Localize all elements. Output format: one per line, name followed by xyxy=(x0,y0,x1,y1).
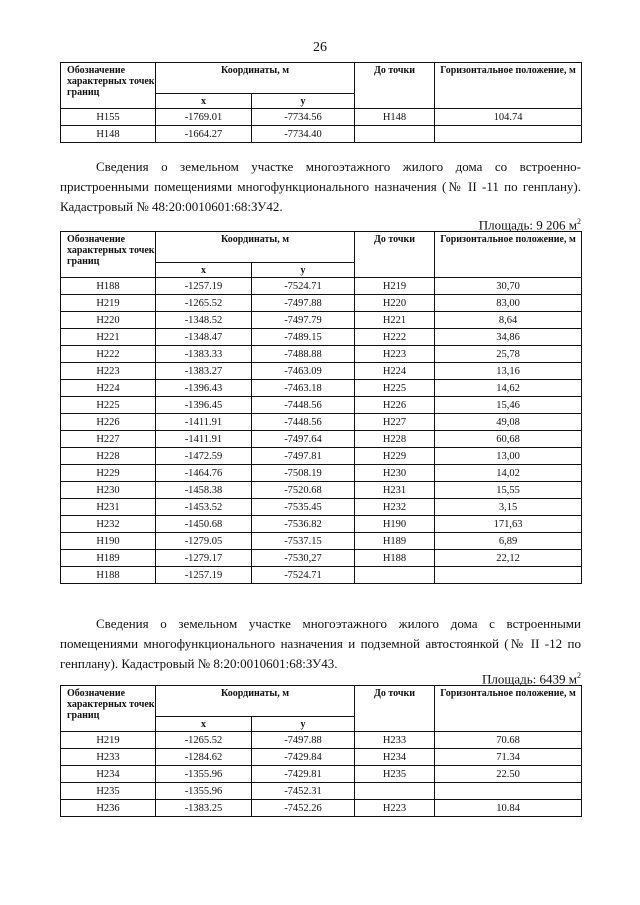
section-3-area-unit-exponent: 2 xyxy=(577,671,581,680)
header-designation: Обозначение характерных точек границ xyxy=(61,686,156,732)
section-2-description: Сведения о земельном участке многоэтажного жилого дома со встроенно-пристроенными помещениями многофункционального назначения (№ II -11 по генплану). Кадастровый № 48:20:0010601:68:ЗУ42. xyxy=(60,159,581,214)
table-row xyxy=(61,533,582,550)
y-cell: -7488.88 xyxy=(252,346,355,363)
point-cell: Н226 xyxy=(61,414,156,431)
x-cell: -1279.17 xyxy=(156,550,252,567)
header-to-point: До точки xyxy=(355,686,435,732)
to-point-cell: Н148 xyxy=(355,109,435,126)
table-row xyxy=(61,800,582,817)
point-cell: Н235 xyxy=(61,783,156,800)
point-cell: Н219 xyxy=(61,295,156,312)
distance-cell: 71.34 xyxy=(435,749,582,766)
x-cell: -1458.38 xyxy=(156,482,252,499)
to-point-cell: Н235 xyxy=(355,766,435,783)
x-cell: -1355.96 xyxy=(156,766,252,783)
y-cell: -7448.56 xyxy=(252,414,355,431)
to-point-cell: Н227 xyxy=(355,414,435,431)
distance-cell: 13,16 xyxy=(435,363,582,380)
to-point-cell: Н189 xyxy=(355,533,435,550)
distance-cell: 13,00 xyxy=(435,448,582,465)
point-cell: Н188 xyxy=(61,278,156,295)
y-cell: -7497.88 xyxy=(252,732,355,749)
distance-cell xyxy=(435,126,582,143)
distance-cell: 10.84 xyxy=(435,800,582,817)
distance-cell: 22.50 xyxy=(435,766,582,783)
x-cell: -1348.52 xyxy=(156,312,252,329)
point-cell: Н188 xyxy=(61,567,156,584)
x-cell: -1284.62 xyxy=(156,749,252,766)
x-cell: -1450.68 xyxy=(156,516,252,533)
x-cell: -1453.52 xyxy=(156,499,252,516)
point-cell: Н230 xyxy=(61,482,156,499)
section-2-area-unit-exponent: 2 xyxy=(577,217,581,226)
y-cell: -7497.88 xyxy=(252,295,355,312)
x-cell: -1472.59 xyxy=(156,448,252,465)
table-row xyxy=(61,414,582,431)
y-cell: -7497.81 xyxy=(252,448,355,465)
y-cell: -7524.71 xyxy=(252,567,355,584)
to-point-cell xyxy=(355,567,435,584)
to-point-cell: Н228 xyxy=(355,431,435,448)
x-cell: -1769.01 xyxy=(156,109,252,126)
table-row xyxy=(61,109,582,126)
distance-cell: 104.74 xyxy=(435,109,582,126)
y-cell: -7536.82 xyxy=(252,516,355,533)
header-horizontal: Горизонтальное положение, м xyxy=(435,686,582,732)
table-row xyxy=(61,482,582,499)
point-cell: Н155 xyxy=(61,109,156,126)
y-cell: -7734.56 xyxy=(252,109,355,126)
y-cell: -7497.79 xyxy=(252,312,355,329)
distance-cell xyxy=(435,783,582,800)
header-to-point: До точки xyxy=(355,63,435,109)
to-point-cell: Н230 xyxy=(355,465,435,482)
header-coordinates: Координаты, м xyxy=(156,63,355,94)
x-cell: -1355.96 xyxy=(156,783,252,800)
table-row xyxy=(61,397,582,414)
table-row xyxy=(61,516,582,533)
to-point-cell: Н221 xyxy=(355,312,435,329)
x-cell: -1411.91 xyxy=(156,414,252,431)
table-row xyxy=(61,380,582,397)
distance-cell: 83,00 xyxy=(435,295,582,312)
point-cell: Н220 xyxy=(61,312,156,329)
point-cell: Н236 xyxy=(61,800,156,817)
y-cell: -7734.40 xyxy=(252,126,355,143)
x-cell: -1396.43 xyxy=(156,380,252,397)
to-point-cell: Н219 xyxy=(355,278,435,295)
y-cell: -7524.71 xyxy=(252,278,355,295)
table-row xyxy=(61,465,582,482)
x-cell: -1348.47 xyxy=(156,329,252,346)
distance-cell: 30,70 xyxy=(435,278,582,295)
x-cell: -1265.52 xyxy=(156,295,252,312)
x-cell: -1383.33 xyxy=(156,346,252,363)
header-designation: Обозначение характерных точек границ xyxy=(61,232,156,278)
point-cell: Н148 xyxy=(61,126,156,143)
x-cell: -1265.52 xyxy=(156,732,252,749)
to-point-cell: Н226 xyxy=(355,397,435,414)
header-horizontal: Горизонтальное положение, м xyxy=(435,63,582,109)
table-row xyxy=(61,346,582,363)
point-cell: Н229 xyxy=(61,465,156,482)
x-cell: -1383.25 xyxy=(156,800,252,817)
point-cell: Н190 xyxy=(61,533,156,550)
header-coordinates: Координаты, м xyxy=(156,232,355,263)
table-row xyxy=(61,431,582,448)
header-x: х xyxy=(156,263,252,278)
x-cell: -1279.05 xyxy=(156,533,252,550)
section-3-description: Сведения о земельном участке многоэтажного жилого дома с встроенными помещениями многофункционального назначения и подземной автостоянкой (№ II -12 по генплану). Кадастровый № 8:20:0010601:68:ЗУ43. xyxy=(60,616,581,671)
distance-cell xyxy=(435,567,582,584)
header-horizontal: Горизонтальное положение, м xyxy=(435,232,582,278)
to-point-cell: Н222 xyxy=(355,329,435,346)
header-to-point: До точки xyxy=(355,232,435,278)
coordinates-table-2 xyxy=(60,231,582,584)
distance-cell: 60,68 xyxy=(435,431,582,448)
point-cell: Н219 xyxy=(61,732,156,749)
distance-cell: 49,08 xyxy=(435,414,582,431)
header-y: у xyxy=(252,263,355,278)
point-cell: Н228 xyxy=(61,448,156,465)
point-cell: Н225 xyxy=(61,397,156,414)
distance-cell: 3,15 xyxy=(435,499,582,516)
table-row xyxy=(61,126,582,143)
table-row xyxy=(61,312,582,329)
y-cell: -7448.56 xyxy=(252,397,355,414)
to-point-cell: Н220 xyxy=(355,295,435,312)
y-cell: -7520.68 xyxy=(252,482,355,499)
x-cell: -1396.45 xyxy=(156,397,252,414)
table-row xyxy=(61,329,582,346)
header-y: у xyxy=(252,717,355,732)
section-3-area-label: Площадь: 6439 м xyxy=(481,671,577,687)
page-number: 26 xyxy=(313,40,327,55)
y-cell: -7463.09 xyxy=(252,363,355,380)
table-row xyxy=(61,749,582,766)
y-cell: -7535.45 xyxy=(252,499,355,516)
point-cell: Н223 xyxy=(61,363,156,380)
point-cell: Н224 xyxy=(61,380,156,397)
to-point-cell: Н223 xyxy=(355,346,435,363)
point-cell: Н227 xyxy=(61,431,156,448)
point-cell: Н222 xyxy=(61,346,156,363)
header-y: у xyxy=(252,94,355,109)
y-cell: -7463.18 xyxy=(252,380,355,397)
x-cell: -1664.27 xyxy=(156,126,252,143)
y-cell: -7537.15 xyxy=(252,533,355,550)
to-point-cell: Н234 xyxy=(355,749,435,766)
distance-cell: 15,46 xyxy=(435,397,582,414)
to-point-cell xyxy=(355,783,435,800)
x-cell: -1257.19 xyxy=(156,567,252,584)
to-point-cell: Н229 xyxy=(355,448,435,465)
x-cell: -1464.76 xyxy=(156,465,252,482)
to-point-cell: Н225 xyxy=(355,380,435,397)
x-cell: -1383.27 xyxy=(156,363,252,380)
x-cell: -1257.19 xyxy=(156,278,252,295)
table-row xyxy=(61,278,582,295)
x-cell: -1411.91 xyxy=(156,431,252,448)
table-row xyxy=(61,567,582,584)
y-cell: -7452.31 xyxy=(252,783,355,800)
table-row xyxy=(61,295,582,312)
coordinates-table-3 xyxy=(60,685,582,817)
section-2-area-label: Площадь: 9 206 м xyxy=(478,217,577,233)
to-point-cell: Н188 xyxy=(355,550,435,567)
table-row xyxy=(61,550,582,567)
distance-cell: 171,63 xyxy=(435,516,582,533)
distance-cell: 25,78 xyxy=(435,346,582,363)
to-point-cell: Н223 xyxy=(355,800,435,817)
to-point-cell: Н231 xyxy=(355,482,435,499)
to-point-cell: Н233 xyxy=(355,732,435,749)
table-row xyxy=(61,363,582,380)
point-cell: Н233 xyxy=(61,749,156,766)
point-cell: Н221 xyxy=(61,329,156,346)
y-cell: -7429.84 xyxy=(252,749,355,766)
to-point-cell xyxy=(355,126,435,143)
table-row xyxy=(61,732,582,749)
y-cell: -7452.26 xyxy=(252,800,355,817)
y-cell: -7508.19 xyxy=(252,465,355,482)
table-row xyxy=(61,499,582,516)
to-point-cell: Н224 xyxy=(355,363,435,380)
point-cell: Н231 xyxy=(61,499,156,516)
distance-cell: 6,89 xyxy=(435,533,582,550)
header-x: х xyxy=(156,717,252,732)
coordinates-table-1 xyxy=(60,62,582,143)
distance-cell: 15,55 xyxy=(435,482,582,499)
distance-cell: 14,62 xyxy=(435,380,582,397)
point-cell: Н232 xyxy=(61,516,156,533)
header-x: х xyxy=(156,94,252,109)
y-cell: -7530,27 xyxy=(252,550,355,567)
header-coordinates: Координаты, м xyxy=(156,686,355,717)
y-cell: -7429.81 xyxy=(252,766,355,783)
to-point-cell: Н190 xyxy=(355,516,435,533)
y-cell: -7489.15 xyxy=(252,329,355,346)
point-cell: Н189 xyxy=(61,550,156,567)
distance-cell: 8,64 xyxy=(435,312,582,329)
point-cell: Н234 xyxy=(61,766,156,783)
table-row xyxy=(61,766,582,783)
distance-cell: 34,86 xyxy=(435,329,582,346)
header-designation: Обозначение характерных точек границ xyxy=(61,63,156,109)
distance-cell: 14,02 xyxy=(435,465,582,482)
distance-cell: 22,12 xyxy=(435,550,582,567)
y-cell: -7497.64 xyxy=(252,431,355,448)
to-point-cell: Н232 xyxy=(355,499,435,516)
distance-cell: 70.68 xyxy=(435,732,582,749)
table-row xyxy=(61,448,582,465)
table-row xyxy=(61,783,582,800)
